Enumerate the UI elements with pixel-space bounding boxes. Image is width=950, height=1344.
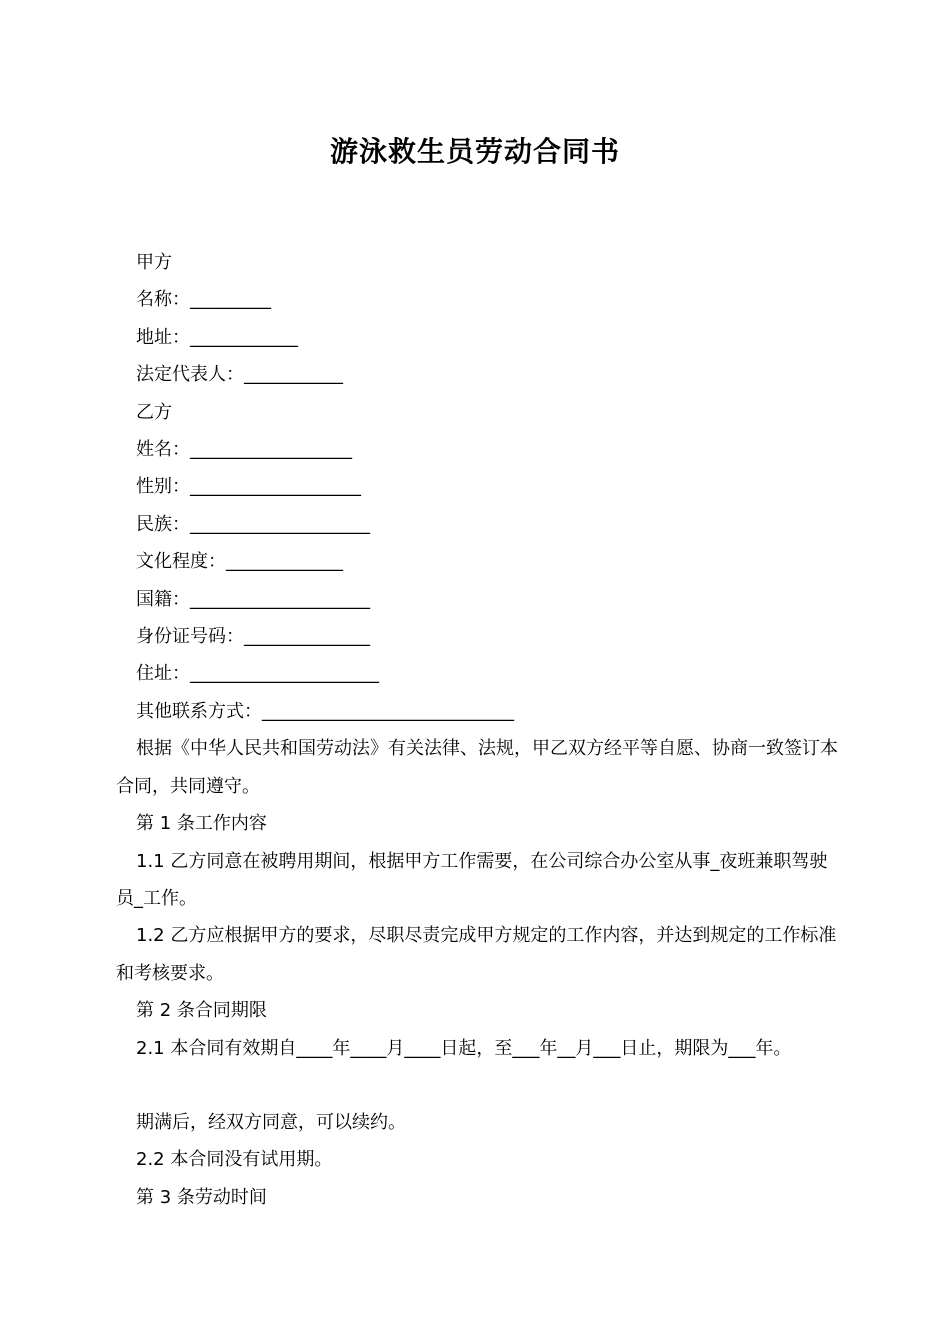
party-a-heading: 甲方 [136, 252, 172, 273]
party-b-contact-field: 其他联系方式：____________________________ [136, 700, 514, 722]
party-b-education-field: 文化程度：_____________ [136, 551, 343, 573]
party-b-name-field: 姓名：__________________ [136, 439, 352, 461]
party-b-id-number-field: 身份证号码：______________ [136, 626, 370, 648]
article-2-heading: 第 2 条合同期限 [136, 1000, 267, 1022]
party-b-nationality-field: 国籍：____________________ [136, 588, 370, 610]
blank-spacer [116, 1067, 840, 1104]
article-2-2-paragraph: 2.2 本合同没有试用期。 [136, 1149, 333, 1171]
article-2-1-paragraph: 2.1 本合同有效期自____年____月____日起，至___年__月___日止，期限为___年。 [136, 1037, 792, 1059]
party-b-address-field: 住址：_____________________ [136, 663, 379, 685]
document-title: 游泳救生员劳动合同书 [329, 135, 620, 168]
document-body [116, 244, 840, 1216]
article-1-1-paragraph: 1.1 乙方同意在被聘用期间，根据甲方工作需要，在公司综合办公室从事_夜班兼职驾驶员_工作。 [116, 850, 828, 909]
article-1-heading: 第 1 条工作内容 [136, 813, 267, 835]
article-3-heading: 第 3 条劳动时间 [136, 1186, 267, 1208]
party-b-heading: 乙方 [136, 401, 172, 423]
article-2-renewal-paragraph: 期满后，经双方同意，可以续约。 [136, 1111, 406, 1133]
party-a-legal-rep-field: 法定代表人：___________ [136, 364, 343, 386]
article-1-2-paragraph: 1.2 乙方应根据甲方的要求，尽职尽责完成甲方规定的工作内容，并达到规定的工作标准和考核要求。 [116, 925, 837, 984]
party-b-ethnicity-field: 民族：____________________ [136, 513, 370, 535]
party-b-gender-field: 性别：___________________ [136, 476, 361, 498]
party-a-address-field: 地址：____________ [136, 326, 298, 348]
party-a-name-field: 名称：_________ [136, 289, 271, 311]
basis-paragraph: 根据《中华人民共和国劳动法》有关法律、法规，甲乙双方经平等自愿、协商一致签订本合同，共同遵守。 [116, 738, 838, 797]
